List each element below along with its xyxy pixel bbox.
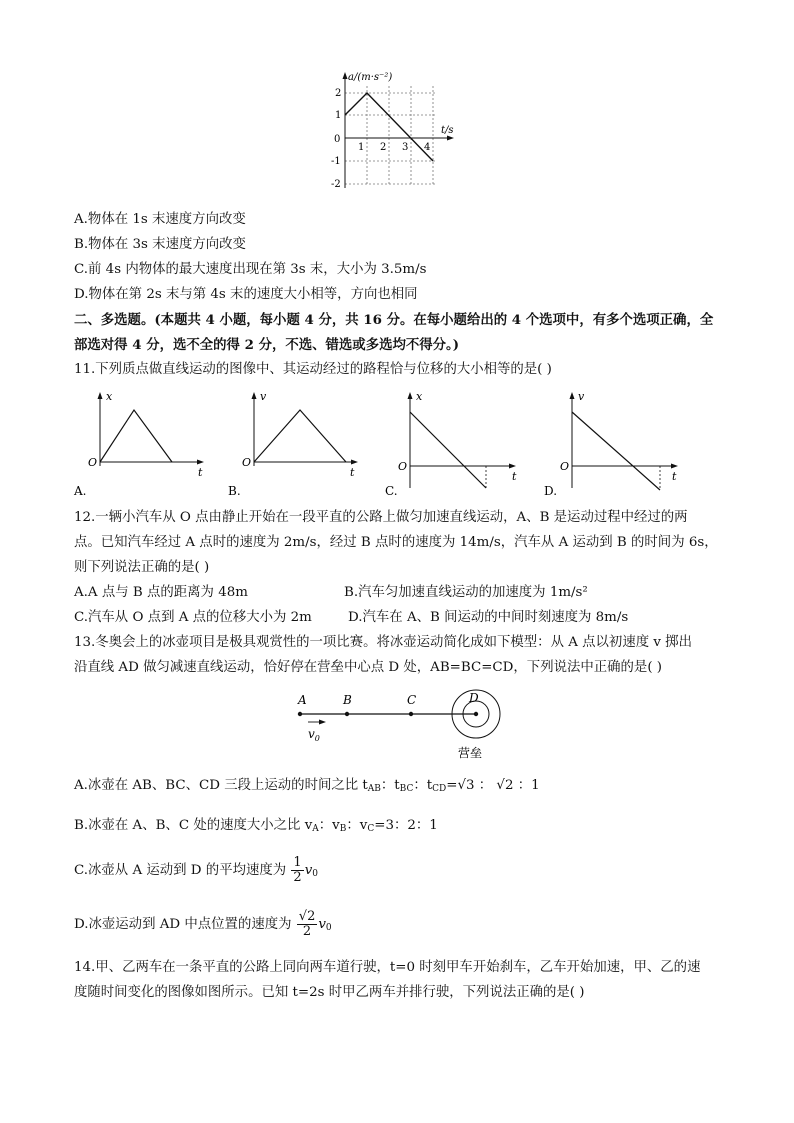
q11-graph-c [382, 388, 532, 500]
point-c-label: C [407, 693, 417, 707]
q11-graph-a [72, 388, 212, 500]
q12-option-b: B.汽车匀加速直线运动的加速度为 1m/s² [344, 585, 588, 600]
a-t-origin: 0 [334, 134, 341, 145]
x-tick-4: 4 [424, 142, 431, 153]
point-b-label: B [343, 693, 352, 707]
q13-line2: 沿直线 AD 做匀减速直线运动，恰好停在营垒中心点 D 处，AB=BC=CD，下列说法中正确的是( ) [74, 660, 663, 675]
q12-option-d: D.汽车在 A、B 间运动的中间时刻速度为 8m/s [348, 610, 629, 625]
a-t-graph [320, 68, 460, 193]
a-t-xlabel: t/s [441, 125, 454, 136]
point-a-label: A [298, 693, 307, 707]
q12-option-c: C.汽车从 O 点到 A 点的位移大小为 2m [74, 610, 312, 625]
q11c-yaxis-label: x [416, 390, 423, 403]
q11a-origin: O [88, 456, 98, 469]
q11c-letter: C. [385, 484, 398, 498]
q10-option-d: D.物体在第 2s 末与第 4s 末的速度大小相等，方向也相同 [74, 287, 418, 302]
q13-curling-figure [286, 682, 516, 764]
x-tick-1: 1 [358, 142, 365, 153]
q11b-origin: O [242, 456, 252, 469]
section2-heading: 二、多选题。(本题共 4 小题，每小题 4 分，共 16 分。在每小题给出的 4 个选项中，有多个选项正确，全 [74, 312, 714, 328]
point-d-label: D [469, 691, 479, 705]
y-tick-neg1: -1 [331, 156, 341, 167]
q12-line3: 则下列说法正确的是( ) [74, 560, 210, 575]
x-tick-2: 2 [380, 142, 387, 153]
q11d-yaxis-label: v [578, 390, 585, 403]
a-t-ylabel: a/(m·s⁻²) [348, 72, 393, 83]
q12-line1: 12.一辆小汽车从 O 点由静止开始在一段平直的公路上做匀加速直线运动，A、B 是运动过程中经过的两 [74, 510, 688, 525]
q13-line1: 13.冬奥会上的冰壶项目是极具观赏性的一项比赛。将冰壶运动简化成如下模型：从 A 点以初速度 v 掷出 [74, 635, 692, 650]
q11d-letter: D. [544, 484, 558, 498]
q13-option-d: D.冰壶运动到 AD 中点位置的速度为 $\frac{√2}{2}$ $v_0$ [74, 909, 332, 939]
q11b-xaxis-label: t [350, 466, 355, 479]
q11-stem: 11.下列质点做直线运动的图像中、其运动经过的路程恰与位移的大小相等的是( ) [74, 362, 552, 377]
x-tick-3: 3 [402, 142, 409, 153]
y-tick-1: 1 [335, 110, 342, 121]
q11d-origin: O [560, 460, 570, 473]
q12-option-a: A.A 点与 B 点的距离为 48m [74, 585, 248, 600]
q10-option-b: B.物体在 3s 末速度方向改变 [74, 237, 246, 252]
q10-option-c: C.前 4s 内物体的最大速度出现在第 3s 末，大小为 3.5m/s [74, 262, 427, 277]
q13-option-a: A.冰壶在 AB、BC、CD 三段上运动的时间之比 $t_{AB}$：$t_{BC}$：$t_{CD}=√3$ ： √2 ：1 [74, 778, 540, 794]
q11a-xaxis-label: t [198, 466, 203, 479]
q13-option-b: B.冰壶在 A、B、C 处的速度大小之比 $v_A$：$v_B$：$v_C=3$：2：1 [74, 818, 438, 834]
v0-label: $v_0$ [308, 727, 320, 743]
q14-line1: 14.甲、乙两车在一条平直的公路上同向两车道行驶，t=0 时刻甲车开始刹车，乙车开始加速，甲、乙的速 [74, 960, 701, 975]
q11a-yaxis-label: x [106, 390, 113, 403]
y-tick-neg2: -2 [331, 179, 341, 190]
q11-graph-d [540, 388, 690, 500]
q14-line2: 度随时间变化的图像如图所示。已知 t=2s 时甲乙两车并排行驶，下列说法正确的是( ) [74, 985, 585, 1000]
q10-option-a: A.物体在 1s 末速度方向改变 [74, 212, 246, 227]
house-label: 营垒 [458, 746, 483, 760]
q12-line2: 点。已知汽车经过 A 点时的速度为 2m/s，经过 B 点时的速度为 14m/s，汽车从 A 运动到 B 的时间为 6s， [74, 535, 718, 550]
q11b-yaxis-label: v [260, 390, 267, 403]
q11d-xaxis-label: t [672, 470, 677, 483]
q11b-letter: B. [228, 484, 241, 498]
q11a-letter: A. [74, 484, 87, 498]
y-tick-2: 2 [335, 88, 342, 99]
q11-graph-b [226, 388, 366, 500]
q11c-origin: O [398, 460, 408, 473]
q11c-xaxis-label: t [512, 470, 517, 483]
section2-heading-cont: 部选对得 4 分，选不全的得 2 分，不选、错选或多选均不得分。) [74, 337, 460, 353]
q13-option-c: C.冰壶从 A 运动到 D 的平均速度为 $\frac{1}{2}$ $v_0$ [74, 855, 318, 885]
